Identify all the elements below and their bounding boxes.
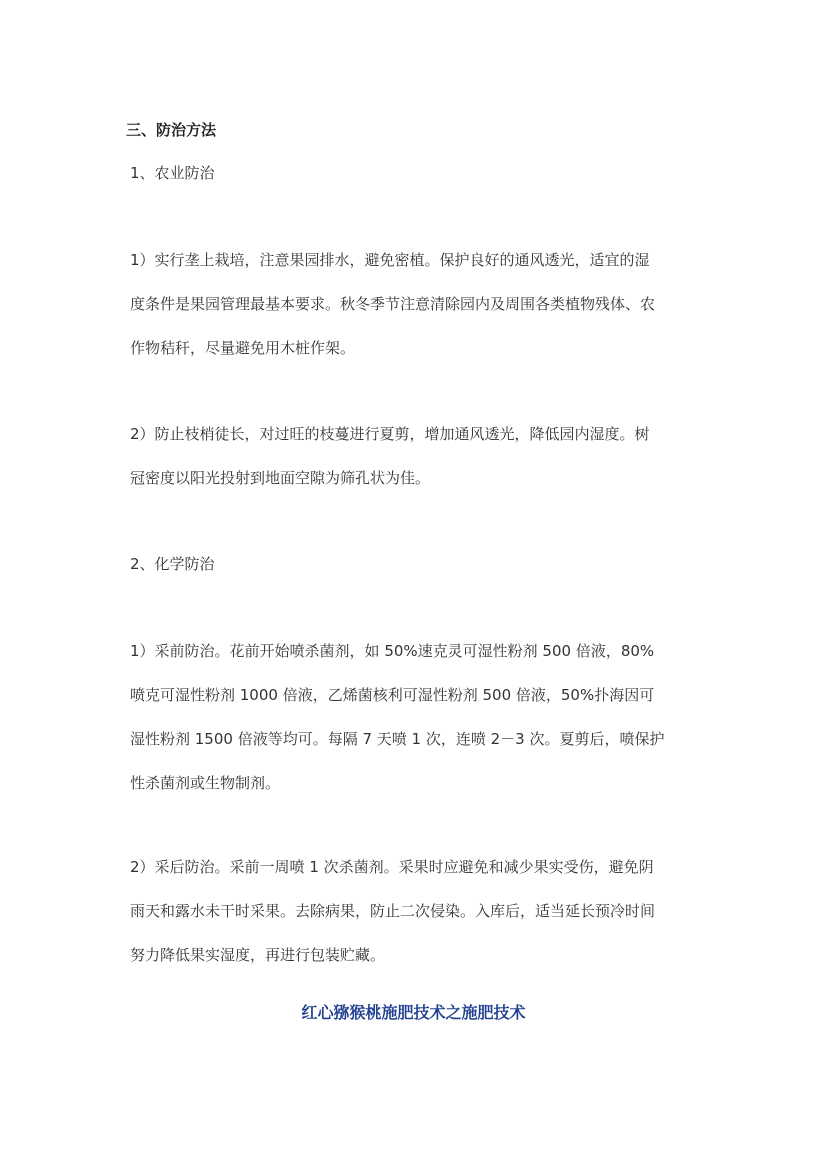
chem-subheading: 2、化学防治 <box>130 555 215 573</box>
agri-subheading: 1、农业防治 <box>130 164 215 182</box>
paragraph-line: 度条件是果园管理最基本要求。秋冬季节注意清除园内及周围各类植物残体、农 <box>130 295 656 313</box>
section-heading: 三、防治方法 <box>126 121 217 139</box>
paragraph-line: 努力降低果实湿度，再进行包装贮藏。 <box>130 946 386 964</box>
paragraph-line: 1）采前防治。花前开始喷杀菌剂，如 50%速克灵可湿性粉剂 500 倍液，80% <box>130 642 655 660</box>
paragraph-line: 2）防止枝梢徒长，对过旺的枝蔓进行夏剪，增加通风透光，降低园内湿度。树 <box>130 425 650 443</box>
next-article-title: 红心猕猴桃施肥技术之施肥技术 <box>301 1003 526 1022</box>
paragraph-line: 2）采后防治。采前一周喷 1 次杀菌剂。采果时应避免和减少果实受伤，避免阴 <box>130 858 654 876</box>
paragraph-line: 性杀菌剂或生物制剂。 <box>130 774 281 792</box>
paragraph-line: 冠密度以阳光投射到地面空隙为筛孔状为佳。 <box>130 469 431 487</box>
paragraph-line: 雨天和露水未干时采果。去除病果，防止二次侵染。入库后，适当延长预冷时间 <box>130 902 656 920</box>
paragraph-line: 作物秸秆，尽量避免用木桩作架。 <box>130 339 356 357</box>
paragraph-line: 1）实行垄上栽培，注意果园排水，避免密植。保护良好的通风透光，适宜的湿 <box>130 251 650 269</box>
paragraph-line: 湿性粉剂 1500 倍液等均可。每隔 7 天喷 1 次，连喷 2－3 次。夏剪后，喷保护 <box>130 730 665 748</box>
paragraph-line: 喷克可湿性粉剂 1000 倍液，乙烯菌核利可湿性粉剂 500 倍液，50%扑海因可 <box>130 686 655 704</box>
